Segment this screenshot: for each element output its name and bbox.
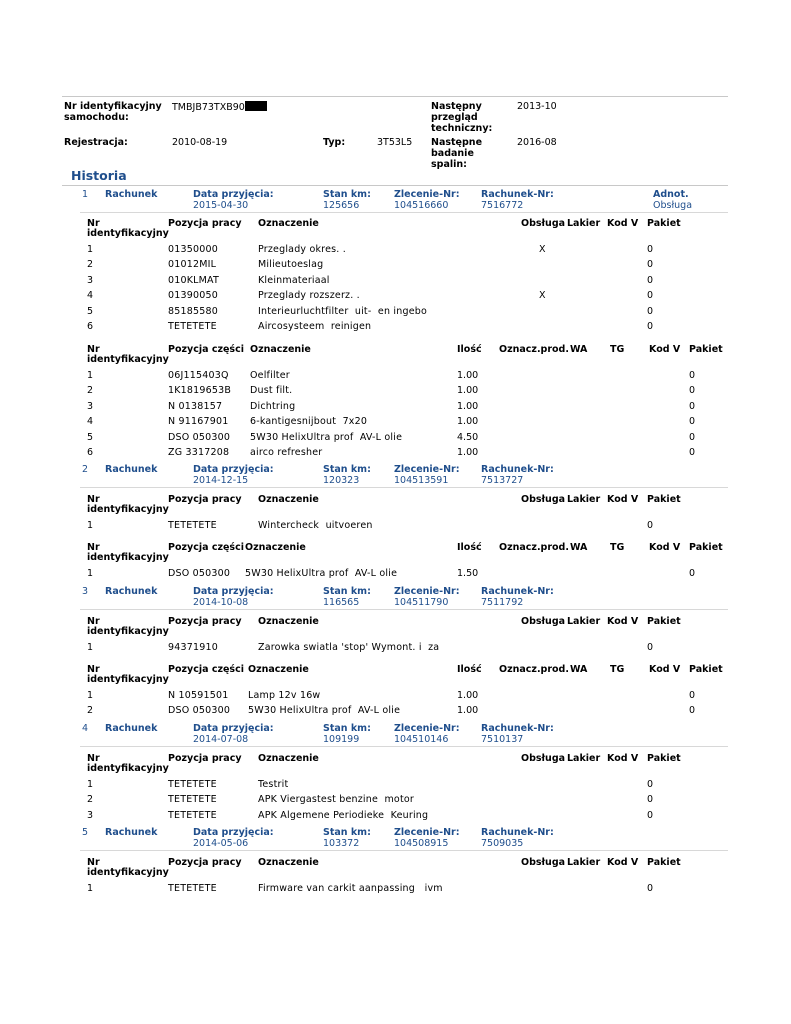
parts-prod-header: Oznacz.prod. [499,542,569,553]
labor-row-nr: 5 [87,305,94,317]
part-row-nr: 1 [87,370,94,381]
part-row-desc: Dust filt. [250,385,293,397]
invoice-nr-label: Rachunek-Nr: [481,189,554,200]
parts-desc-header: Oznaczenie [248,664,309,675]
labor-kodv-header: Kod V [607,218,639,229]
part-row-desc: Dichtring [250,400,296,412]
registration-value: 2010-08-19 [172,137,228,148]
order-label: Zlecenie-Nr: [394,723,460,734]
labor-row-nr: 6 [87,321,94,332]
labor-row-code: TETETETE [168,779,217,790]
labor-row-code: 01012MIL [168,259,217,271]
invoice-divider [80,609,728,610]
labor-row-desc: Przeglady rozszerz. . [258,290,360,302]
invoice-divider [80,487,728,488]
labor-row-desc: Zarowka swiatla 'stop' Wymont. i za [258,642,440,653]
labor-nr-header: Nr [87,753,100,764]
labor-nr-header-2: identyfikacyjny [87,504,169,515]
next-inspection-value: 2013-10 [517,101,557,112]
labor-row-kod: 0 [647,290,654,302]
labor-pos-header: Pozycja pracy [168,857,242,868]
km-label: Stan km: [323,586,371,597]
part-row-qty: 1.00 [457,400,479,412]
vin-label: Nr identyfikacyjny samochodu: [64,101,162,123]
invoice-nr-value: 7511792 [481,597,524,608]
labor-row-code: 010KLMAT [168,274,220,286]
date-label: Data przyjęcia: [193,586,274,597]
invoice-divider [80,746,728,747]
next-emission-label: Następne badanie spalin: [431,137,483,170]
labor-row-desc: Testrit [258,779,289,790]
invoice-label: Rachunek [105,189,158,200]
order-label: Zlecenie-Nr: [394,189,460,200]
labor-row-kod: 0 [647,520,654,531]
labor-row-desc: Przeglady okres. . [258,244,346,255]
date-value: 2015-04-30 [193,200,249,211]
part-row-nr: 1 [87,690,94,701]
labor-row-kod: 0 [647,305,654,317]
labor-service-header: Obsługa [521,616,566,627]
invoice-nr-label: Rachunek-Nr: [481,586,554,597]
parts-wa-header: WA [570,664,588,675]
km-label: Stan km: [323,827,371,838]
parts-nr-header-2: identyfikacyjny [87,552,169,563]
part-row-desc: 6-kantigesnijbout 7x20 [250,416,368,428]
part-row-qty: 1.00 [457,705,479,717]
part-row-nr: 1 [87,568,94,579]
history-title: Historia [71,168,127,183]
labor-kodv-header: Kod V [607,753,639,764]
invoice-label: Rachunek [105,464,158,475]
labor-row-kod: 0 [647,809,654,821]
labor-row-kod: 0 [647,274,654,286]
redaction-block [245,101,267,111]
parts-pakiet-header: Pakiet [689,664,723,675]
labor-nr-header-2: identyfikacyjny [87,867,169,878]
labor-row-nr: 3 [87,809,94,821]
labor-service-header: Obsługa [521,857,566,868]
parts-wa-header: WA [570,542,588,553]
part-row-desc: Oelfilter [250,370,290,381]
invoice-nr-value: 7513727 [481,475,524,486]
labor-service-header: Obsługa [521,753,566,764]
invoice-nr-value: 7516772 [481,200,524,211]
part-row-qty: 1.00 [457,690,479,701]
labor-row-desc: Interieurluchtfilter uit- en ingebo [258,305,427,317]
part-row-nr: 4 [87,416,94,428]
labor-nr-header-2: identyfikacyjny [87,228,169,239]
labor-desc-header: Oznaczenie [258,616,319,627]
order-label: Zlecenie-Nr: [394,586,460,597]
labor-lakier-header: Lakier [567,494,601,505]
invoice-nr-label: Rachunek-Nr: [481,723,554,734]
labor-nr-header-2: identyfikacyjny [87,763,169,774]
part-row-pakiet: 0 [689,385,696,397]
part-row-pakiet: 0 [689,431,696,443]
date-label: Data przyjęcia: [193,723,274,734]
labor-row-kod: 0 [647,642,654,653]
date-label: Data przyjęcia: [193,827,274,838]
labor-row-code: 85185580 [168,305,218,317]
type-label: Typ: [323,137,346,148]
order-value: 104511790 [394,597,449,608]
labor-row-nr: 1 [87,642,94,653]
labor-row-kod: 0 [647,779,654,790]
labor-row-kod: 0 [647,259,654,271]
parts-nr-header: Nr [87,542,100,553]
parts-desc-header: Oznaczenie [250,344,311,355]
parts-prod-header: Oznacz.prod. [499,344,569,355]
labor-row-kod: 0 [647,321,654,332]
labor-lakier-header: Lakier [567,616,601,627]
parts-tg-header: TG [610,664,625,675]
labor-pakiet-header: Pakiet [647,218,681,229]
type-value: 3T53L5 [377,137,413,148]
labor-row-code: 01350000 [168,244,218,255]
labor-row-desc: Wintercheck uitvoeren [258,520,373,531]
part-row-pakiet: 0 [689,690,696,701]
parts-nr-header-2: identyfikacyjny [87,674,169,685]
labor-row-code: 94371910 [168,642,218,653]
invoice-label: Rachunek [105,586,158,597]
invoice-nr-value: 7509035 [481,838,524,849]
labor-row-nr: 4 [87,290,94,302]
labor-pos-header: Pozycja pracy [168,218,242,229]
labor-pakiet-header: Pakiet [647,494,681,505]
labor-service-header: Obsługa [521,218,566,229]
labor-row-code: 01390050 [168,290,218,302]
labor-nr-header: Nr [87,857,100,868]
part-row-pakiet: 0 [689,416,696,428]
labor-row-kod: 0 [647,244,654,255]
part-row-qty: 4.50 [457,431,479,443]
parts-pakiet-header: Pakiet [689,344,723,355]
labor-pakiet-header: Pakiet [647,616,681,627]
labor-row-code: TETETETE [168,883,217,894]
part-row-pakiet: 0 [689,400,696,412]
part-row-code: ZG 3317208 [168,447,230,458]
part-row-qty: 1.00 [457,370,479,381]
labor-pakiet-header: Pakiet [647,857,681,868]
labor-row-nr: 1 [87,779,94,790]
parts-prod-header: Oznacz.prod. [499,664,569,675]
labor-lakier-header: Lakier [567,753,601,764]
labor-row-desc: Milieutoeslag [258,259,324,271]
labor-row-kod: 0 [647,883,654,894]
next-emission-value: 2016-08 [517,137,557,148]
labor-desc-header: Oznaczenie [258,218,319,229]
labor-lakier-header: Lakier [567,218,601,229]
parts-pakiet-header: Pakiet [689,542,723,553]
labor-row-nr: 1 [87,520,94,531]
part-row-nr: 2 [87,385,94,397]
labor-row-desc: Firmware van carkit aanpassing ivm [258,883,443,894]
registration-label: Rejestracja: [64,137,128,148]
invoice-nr-label: Rachunek-Nr: [481,464,554,475]
invoice-label: Rachunek [105,827,158,838]
part-row-qty: 1.00 [457,385,479,397]
parts-pos-header: Pozycja części [168,344,244,355]
labor-row-nr: 1 [87,244,94,255]
annot-label: Adnot. [653,189,689,200]
vin-value: TMBJB73TXB90 [172,101,267,113]
date-value: 2014-10-08 [193,597,249,608]
part-row-desc: 5W30 HelixUltra prof AV-L olie [245,568,398,579]
part-row-code: DSO 050300 [168,705,231,717]
km-value: 120323 [323,475,360,486]
labor-pos-header: Pozycja pracy [168,753,242,764]
invoice-label: Rachunek [105,723,158,734]
labor-row-nr: 2 [87,794,94,806]
km-label: Stan km: [323,189,371,200]
labor-row-mark: X [539,290,546,302]
parts-kodv-header: Kod V [649,664,681,675]
part-row-qty: 1.50 [457,568,479,579]
labor-kodv-header: Kod V [607,857,639,868]
labor-desc-header: Oznaczenie [258,753,319,764]
labor-row-desc: Aircosysteem reinigen [258,321,372,332]
parts-kodv-header: Kod V [649,542,681,553]
labor-row-code: TETETETE [168,794,217,806]
labor-row-code: TETETETE [168,520,217,531]
part-row-nr: 3 [87,400,94,412]
parts-desc-header: Oznaczenie [245,542,306,553]
invoice-nr-label: Rachunek-Nr: [481,827,554,838]
parts-kodv-header: Kod V [649,344,681,355]
km-value: 103372 [323,838,360,849]
invoice-number: 2 [82,464,89,475]
labor-desc-header: Oznaczenie [258,494,319,505]
labor-desc-header: Oznaczenie [258,857,319,868]
labor-nr-header: Nr [87,616,100,627]
order-value: 104513591 [394,475,449,486]
labor-row-desc: APK Algemene Periodieke Keuring [258,809,429,821]
part-row-nr: 2 [87,705,94,717]
part-row-pakiet: 0 [689,447,696,458]
part-row-code: DSO 050300 [168,431,231,443]
part-row-code: N 0138157 [168,400,223,412]
order-label: Zlecenie-Nr: [394,827,460,838]
labor-row-nr: 3 [87,274,94,286]
parts-nr-header: Nr [87,664,100,675]
km-value: 109199 [323,734,360,745]
labor-row-code: TETETETE [168,321,217,332]
labor-service-header: Obsługa [521,494,566,505]
labor-row-code: TETETETE [168,809,217,821]
top-divider [62,96,728,97]
labor-row-desc: APK Viergastest benzine motor [258,794,414,806]
labor-row-nr: 1 [87,883,94,894]
labor-row-desc: Kleinmateriaal [258,274,330,286]
parts-qty-header: Ilość [457,664,482,675]
part-row-nr: 5 [87,431,94,443]
km-value: 125656 [323,200,360,211]
part-row-desc: 5W30 HelixUltra prof AV-L olie [248,705,401,717]
part-row-code: N 91167901 [168,416,229,428]
part-row-pakiet: 0 [689,370,696,381]
service-label: Obsługa [653,200,693,211]
invoice-nr-value: 7510137 [481,734,524,745]
part-row-desc: 5W30 HelixUltra prof AV-L olie [250,431,403,443]
invoice-number: 1 [82,189,89,200]
date-value: 2014-12-15 [193,475,249,486]
parts-qty-header: Ilość [457,344,482,355]
order-value: 104516660 [394,200,449,211]
labor-nr-header-2: identyfikacyjny [87,626,169,637]
labor-kodv-header: Kod V [607,494,639,505]
part-row-desc: Lamp 12v 16w [248,690,321,701]
parts-pos-header: Pozycja części [168,664,244,675]
part-row-qty: 1.00 [457,447,479,458]
part-row-code: N 10591501 [168,690,229,701]
date-label: Data przyjęcia: [193,464,274,475]
labor-row-nr: 2 [87,259,94,271]
parts-tg-header: TG [610,542,625,553]
part-row-nr: 6 [87,447,94,458]
labor-row-kod: 0 [647,794,654,806]
order-value: 104508915 [394,838,449,849]
labor-kodv-header: Kod V [607,616,639,627]
parts-nr-header-2: identyfikacyjny [87,354,169,365]
part-row-pakiet: 0 [689,568,696,579]
order-label: Zlecenie-Nr: [394,464,460,475]
labor-lakier-header: Lakier [567,857,601,868]
parts-qty-header: Ilość [457,542,482,553]
part-row-code: 1K1819653B [168,385,232,397]
history-divider [62,185,728,186]
labor-nr-header: Nr [87,218,100,229]
parts-pos-header: Pozycja części [168,542,244,553]
invoice-number: 5 [82,827,89,838]
invoice-divider [80,850,728,851]
order-value: 104510146 [394,734,449,745]
km-value: 116565 [323,597,360,608]
invoice-number: 4 [82,723,89,734]
labor-row-mark: X [539,244,546,255]
labor-pos-header: Pozycja pracy [168,616,242,627]
date-label: Data przyjęcia: [193,189,274,200]
invoice-number: 3 [82,586,89,597]
labor-pos-header: Pozycja pracy [168,494,242,505]
date-value: 2014-05-06 [193,838,249,849]
date-value: 2014-07-08 [193,734,249,745]
part-row-pakiet: 0 [689,705,696,717]
parts-wa-header: WA [570,344,588,355]
part-row-code: 06J115403Q [168,370,229,381]
part-row-desc: airco refresher [250,447,323,458]
part-row-qty: 1.00 [457,416,479,428]
part-row-code: DSO 050300 [168,568,231,579]
km-label: Stan km: [323,723,371,734]
labor-pakiet-header: Pakiet [647,753,681,764]
labor-nr-header: Nr [87,494,100,505]
invoice-divider [80,212,728,213]
parts-tg-header: TG [610,344,625,355]
km-label: Stan km: [323,464,371,475]
parts-nr-header: Nr [87,344,100,355]
next-inspection-label: Następny przegląd techniczny: [431,101,493,134]
